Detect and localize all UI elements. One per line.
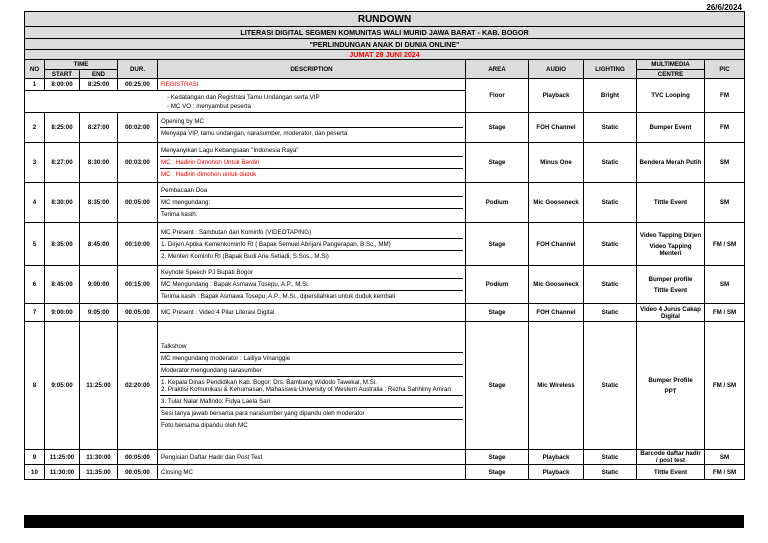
description-line: Talkshow bbox=[160, 341, 463, 353]
cell-multimedia: TVC Looping bbox=[637, 79, 705, 113]
cell-pic: FM / SM bbox=[705, 223, 745, 266]
cell-end: 11:30:00 bbox=[80, 450, 118, 465]
cell-duration: 02:20:00 bbox=[118, 322, 158, 450]
event-date: JUMAT 28 JUNI 2024 bbox=[25, 50, 745, 60]
cell-end: 8:45:00 bbox=[80, 223, 118, 266]
multimedia-line: Bumper profile bbox=[648, 275, 693, 283]
col-time: TIME bbox=[45, 60, 118, 70]
cell-end: 8:27:00 bbox=[80, 113, 118, 143]
cell-multimedia: Video 4 Jurus Cakap Digital bbox=[637, 304, 705, 322]
description-line: Foto bersama dipandu oleh MC bbox=[161, 421, 248, 429]
cell-description bbox=[158, 465, 466, 480]
table-row bbox=[25, 465, 745, 480]
cell-end: 9:00:00 bbox=[80, 266, 118, 304]
description-line: - Kedatangan dan Registrasi Tamu Undangan serta VIP bbox=[167, 93, 320, 101]
cell-audio: Playback bbox=[529, 79, 584, 113]
cell-audio: Mic Gooseneck bbox=[529, 266, 584, 304]
cell-multimedia bbox=[637, 223, 705, 266]
cell-duration: 00:02:00 bbox=[118, 113, 158, 143]
cell-duration: 00:15:00 bbox=[118, 266, 158, 304]
col-multimedia: MULTIMEDIA bbox=[637, 60, 705, 70]
description-line: Pengisian Daftar Hadir dan Post Test bbox=[161, 453, 263, 461]
rundown-rows bbox=[25, 79, 745, 480]
description-line: MC mengundang: bbox=[160, 197, 463, 209]
document-date: 26/6/2024 bbox=[706, 3, 742, 12]
cell-pic: FM / SM bbox=[705, 304, 745, 322]
cell-duration: 00:05:00 bbox=[118, 465, 158, 480]
cell-duration: 00:05:00 bbox=[118, 450, 158, 465]
cell-area: Stage bbox=[466, 223, 529, 266]
cell-description bbox=[158, 322, 466, 450]
cell-no: 1 bbox=[25, 79, 45, 91]
cell-lighting: Static bbox=[584, 465, 637, 480]
cell-pic: FM / SM bbox=[705, 322, 745, 450]
cell-area: Stage bbox=[466, 450, 529, 465]
table-row bbox=[25, 266, 745, 304]
cell-start: 8:45:00 bbox=[45, 266, 80, 304]
rundown-title: RUNDOWN bbox=[25, 12, 745, 27]
col-area: AREA bbox=[466, 60, 529, 79]
cell-no: 7 bbox=[25, 304, 45, 322]
event-theme: "PERLINDUNGAN ANAK DI DUNIA ONLINE" bbox=[25, 39, 745, 50]
cell-multimedia: Tittle Event bbox=[637, 183, 705, 223]
cell-description bbox=[158, 183, 466, 223]
cell-duration: 00:05:00 bbox=[118, 183, 158, 223]
cell-end: 9:05:00 bbox=[80, 304, 118, 322]
col-start: START bbox=[45, 70, 80, 79]
cell-audio: Mic Gooseneck bbox=[529, 183, 584, 223]
cell-area: Floor bbox=[466, 79, 529, 113]
cell-pic: SM bbox=[705, 183, 745, 223]
footer-bar bbox=[24, 515, 744, 528]
cell-lighting: Static bbox=[584, 223, 637, 266]
cell-multimedia: Tittle Event bbox=[637, 465, 705, 480]
multimedia-line: PPT bbox=[664, 387, 677, 395]
table-row bbox=[25, 79, 745, 91]
cell-multimedia bbox=[637, 322, 705, 450]
description-line: Terima kasih: bbox=[161, 211, 198, 218]
cell-area: Podium bbox=[466, 266, 529, 304]
table-row bbox=[25, 450, 745, 465]
cell-start: 8:25:00 bbox=[45, 113, 80, 143]
cell-start: 9:05:00 bbox=[45, 322, 80, 450]
description-line: MC : Hadirin Dimohon Untuk Berdiri bbox=[160, 157, 463, 169]
cell-start: 11:25:00 bbox=[45, 450, 80, 465]
cell-start: 9:00:00 bbox=[45, 304, 80, 322]
cell-end: 8:35:00 bbox=[80, 183, 118, 223]
description-line: MC : Hadirin dimohon untuk duduk bbox=[161, 171, 257, 178]
cell-no: 8 bbox=[25, 322, 45, 450]
description-line: MC Present : Video 4 Pilar Literasi Digital bbox=[161, 309, 275, 316]
cell-pic: SM bbox=[705, 143, 745, 183]
col-lighting: LIGHTING bbox=[584, 60, 637, 79]
cell-end: 8:30:00 bbox=[80, 143, 118, 183]
cell-audio: FOH Channel bbox=[529, 223, 584, 266]
cell-area: Stage bbox=[466, 304, 529, 322]
cell-audio: Minus One bbox=[529, 143, 584, 183]
cell-area: Stage bbox=[466, 465, 529, 480]
description-line: Closing MC bbox=[161, 468, 193, 476]
cell-lighting: Static bbox=[584, 266, 637, 304]
cell-no: 3 bbox=[25, 143, 45, 183]
description-line: Terima kasih : Bapak Asmawa Tosepu, A.P., M.Si., dipersilahkan untuk duduk kembali bbox=[161, 293, 395, 300]
table-row bbox=[25, 223, 745, 266]
cell-no: 5 bbox=[25, 223, 45, 266]
cell-duration: 00:03:00 bbox=[118, 143, 158, 183]
cell-description bbox=[25, 91, 466, 113]
description-line: 1. Dirjen Aptika Kemenkominfo RI ( Bapak Semuel Abrijani Pangerapan, B.Sc., MM) bbox=[160, 239, 463, 251]
description-line: Menyapa VIP, tamu undangan, narasumber, moderator, dan peserta bbox=[161, 130, 348, 137]
description-line: MC Present : Sambutan dari Kominfo (VIDEOTAPING) bbox=[160, 227, 463, 239]
cell-audio: Playback bbox=[529, 450, 584, 465]
cell-multimedia: Bumper Event bbox=[637, 113, 705, 143]
cell-audio: Playback bbox=[529, 465, 584, 480]
cell-description bbox=[158, 450, 466, 465]
cell-no: 10 bbox=[25, 465, 45, 480]
description-line: 2. Menteri Kominfo RI (Bapak Budi Arie Setiadi, S.Sos., M.Si) bbox=[161, 252, 329, 260]
col-description: DESCRIPTION bbox=[158, 60, 466, 79]
cell-lighting: Bright bbox=[584, 79, 637, 113]
cell-no: 6 bbox=[25, 266, 45, 304]
cell-audio: FOH Channel bbox=[529, 113, 584, 143]
cell-pic: FM bbox=[705, 79, 745, 113]
rundown-table bbox=[24, 11, 745, 480]
cell-lighting: Static bbox=[584, 113, 637, 143]
description-line: - MC VO : menyambut peserta bbox=[167, 102, 251, 110]
cell-pic: FM / SM bbox=[705, 465, 745, 480]
cell-end: 11:35:00 bbox=[80, 465, 118, 480]
cell-no: 2 bbox=[25, 113, 45, 143]
col-no: NO bbox=[25, 60, 45, 79]
description-line: 3. Tular Nalar Mafindo: Fidya Laela Sari bbox=[160, 396, 463, 408]
description-line: Sesi tanya jawab bersama para narasumber yang dipandu oleh moderator bbox=[160, 408, 463, 420]
multimedia-line: Bumper Profile bbox=[648, 376, 693, 384]
cell-multimedia bbox=[637, 266, 705, 304]
cell-area: Stage bbox=[466, 143, 529, 183]
cell-no: 4 bbox=[25, 183, 45, 223]
table-row bbox=[25, 143, 745, 183]
col-end: END bbox=[80, 70, 118, 79]
table-row bbox=[25, 322, 745, 450]
cell-duration: 00:25:00 bbox=[118, 79, 158, 91]
description-line: MC mengundang moderator : Lailiya Vinanggie bbox=[160, 353, 463, 365]
cell-lighting: Static bbox=[584, 322, 637, 450]
cell-area: Stage bbox=[466, 113, 529, 143]
description-line: Pembacaan Doa bbox=[160, 185, 463, 197]
col-audio: AUDIO bbox=[529, 60, 584, 79]
table-row bbox=[25, 113, 745, 143]
table-row bbox=[25, 304, 745, 322]
multimedia-line: Video Tapping Dirjen bbox=[639, 231, 702, 239]
cell-start: 8:27:00 bbox=[45, 143, 80, 183]
description-line: Moderator mengundang narasumber bbox=[160, 365, 463, 377]
cell-description bbox=[158, 266, 466, 304]
cell-lighting: Static bbox=[584, 183, 637, 223]
cell-end: 11:25:00 bbox=[80, 322, 118, 450]
cell-area: Stage bbox=[466, 322, 529, 450]
cell-pic: SM bbox=[705, 450, 745, 465]
col-pic: PIC bbox=[705, 60, 745, 79]
cell-description bbox=[158, 79, 466, 91]
table-row bbox=[25, 183, 745, 223]
cell-lighting: Static bbox=[584, 450, 637, 465]
cell-start: 8:00:00 bbox=[45, 79, 80, 91]
description-line: Menyanyikan Lagu Kebangsaan "Indonesia Raya" bbox=[160, 145, 463, 157]
cell-start: 8:35:00 bbox=[45, 223, 80, 266]
col-duration: DUR. bbox=[118, 60, 158, 79]
cell-lighting: Static bbox=[584, 304, 637, 322]
cell-multimedia: Barcode daftar hadir / post test bbox=[637, 450, 705, 465]
multimedia-line: Tittle Event bbox=[653, 286, 688, 294]
cell-duration: 00:10:00 bbox=[118, 223, 158, 266]
cell-description bbox=[158, 223, 466, 266]
cell-pic: SM bbox=[705, 266, 745, 304]
cell-duration: 00:05:00 bbox=[118, 304, 158, 322]
cell-multimedia: Bendera Merah Putih bbox=[637, 143, 705, 183]
cell-audio: FOH Channel bbox=[529, 304, 584, 322]
description-line: Opening by MC bbox=[160, 116, 463, 128]
cell-description bbox=[158, 304, 466, 322]
description-line: 1. Kepala Dinas Pendidikan Kab. Bogor: Drs. Bambang Widodo Tawekal, M.Si. 2. Praktisi Komunikasi & Kehumasan, Mahasiswa University of Western Australia : Rezha Sahhilny Amran bbox=[160, 377, 463, 396]
cell-pic: FM bbox=[705, 113, 745, 143]
cell-audio: Mic Wireless bbox=[529, 322, 584, 450]
description-line: Keynote Speech PJ Bupati Bogor bbox=[160, 267, 463, 279]
cell-start: 8:30:00 bbox=[45, 183, 80, 223]
cell-lighting: Static bbox=[584, 143, 637, 183]
col-centre: CENTRE bbox=[637, 70, 705, 79]
cell-description bbox=[158, 143, 466, 183]
description-line: REGISTRASI bbox=[161, 81, 199, 88]
cell-area: Podium bbox=[466, 183, 529, 223]
cell-no: 9 bbox=[25, 450, 45, 465]
description-line: MC Mengundang : Bapak Asmawa Tosepu, A.P., M.Si. bbox=[160, 279, 463, 291]
cell-end: 8:25:00 bbox=[80, 79, 118, 91]
cell-start: 11:30:00 bbox=[45, 465, 80, 480]
event-subtitle: LITERASI DIGITAL SEGMEN KOMUNITAS WALI MURID JAWA BARAT - KAB. BOGOR bbox=[25, 27, 745, 39]
multimedia-line: Video Tapping Menteri bbox=[649, 242, 692, 257]
cell-description bbox=[158, 113, 466, 143]
